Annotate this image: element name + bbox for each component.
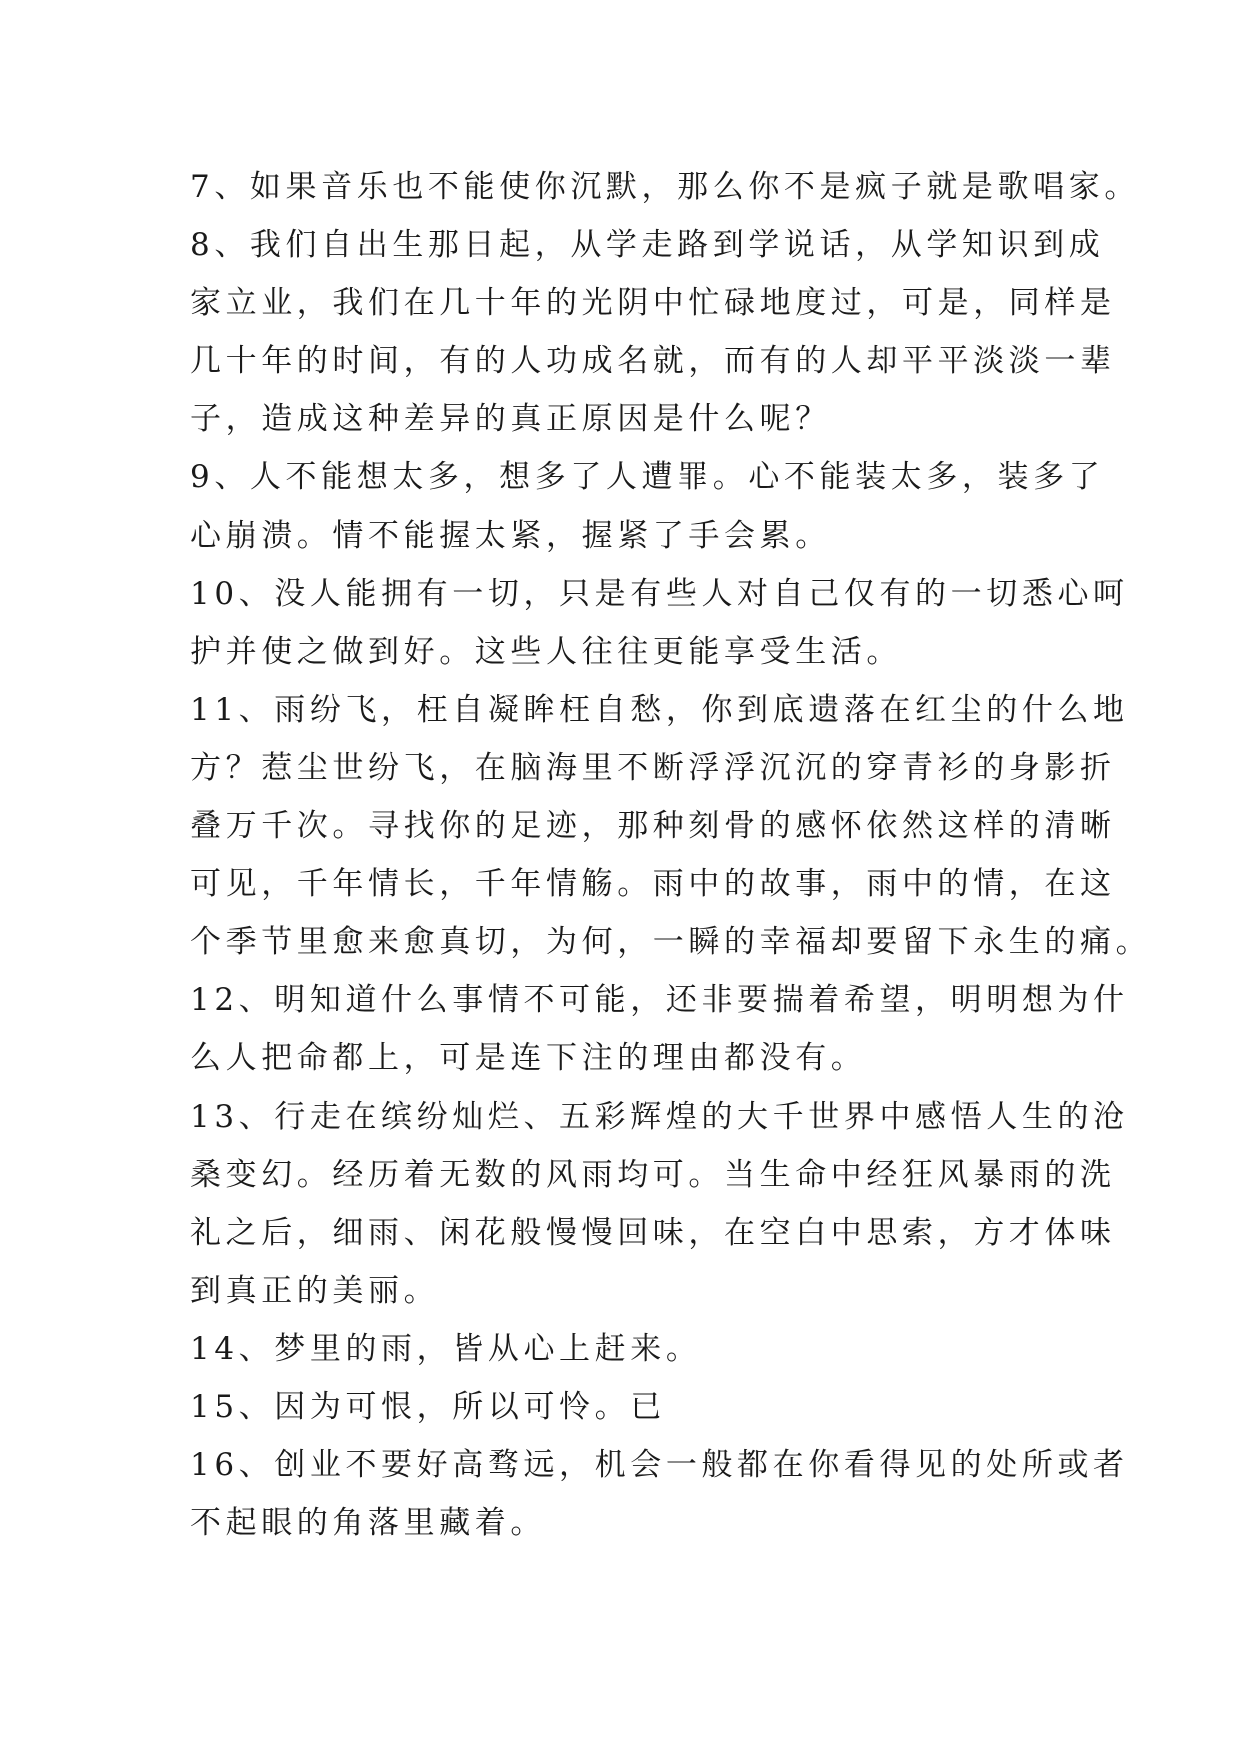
text-line: 15、因为可恨，所以可怜。已 (190, 1388, 666, 1425)
text-line: 么人把命都上，可是连下注的理由都没有。 (190, 1040, 867, 1077)
text-line: 13、行走在缤纷灿烂、五彩辉煌的大千世界中感悟人生的沧 (190, 1098, 1129, 1135)
text-line: 几十年的时间，有的人功成名就，而有的人却平平淡淡一辈 (190, 343, 1116, 380)
text-line: 可见，千年情长，千年情觞。雨中的故事，雨中的情，在这 (190, 866, 1116, 903)
text-line: 子，造成这种差异的真正原因是什么呢？ (190, 401, 831, 438)
text-line: 11、雨纷飞，枉自凝眸枉自愁，你到底遗落在红尘的什么地 (190, 691, 1129, 728)
text-line: 不起眼的角落里藏着。 (190, 1505, 546, 1542)
text-line: 到真正的美丽。 (190, 1272, 440, 1309)
text-line: 8、我们自出生那日起，从学走路到学说话，从学知识到成 (190, 227, 1105, 264)
text-line: 家立业，我们在几十年的光阴中忙碌地度过，可是，同样是 (190, 285, 1116, 322)
text-line: 12、明知道什么事情不可能，还非要揣着希望，明明想为什 (190, 982, 1129, 1019)
text-line: 叠万千次。寻找你的足迹，那种刻骨的感怀依然这样的清晰 (190, 808, 1116, 845)
text-line: 16、创业不要好高骛远，机会一般都在你看得见的处所或者 (190, 1447, 1129, 1484)
text-line: 9、人不能想太多，想多了人遭罪。心不能装太多，装多了 (190, 459, 1105, 496)
text-line: 桑变幻。经历着无数的风雨均可。当生命中经狂风暴雨的洗 (190, 1156, 1116, 1193)
text-line: 10、没人能拥有一切，只是有些人对自己仅有的一切悉心呵 (190, 575, 1129, 612)
text-line: 14、梦里的雨，皆从心上赶来。 (190, 1330, 702, 1367)
text-line: 个季节里愈来愈真切，为何，一瞬的幸福却要留下永生的痛。 (190, 924, 1152, 961)
text-line: 护并使之做到好。这些人往往更能享受生活。 (190, 633, 902, 670)
text-line: 礼之后，细雨、闲花般慢慢回味，在空白中思索，方才体味 (190, 1214, 1116, 1251)
text-line: 方？惹尘世纷飞，在脑海里不断浮浮沉沉的穿青衫的身影折 (190, 749, 1116, 786)
text-body (190, 158, 1152, 1552)
text-line: 7、如果音乐也不能使你沉默，那么你不是疯子就是歌唱家。 (190, 169, 1140, 205)
text-line: 心崩溃。情不能握太紧，握紧了手会累。 (190, 517, 831, 554)
